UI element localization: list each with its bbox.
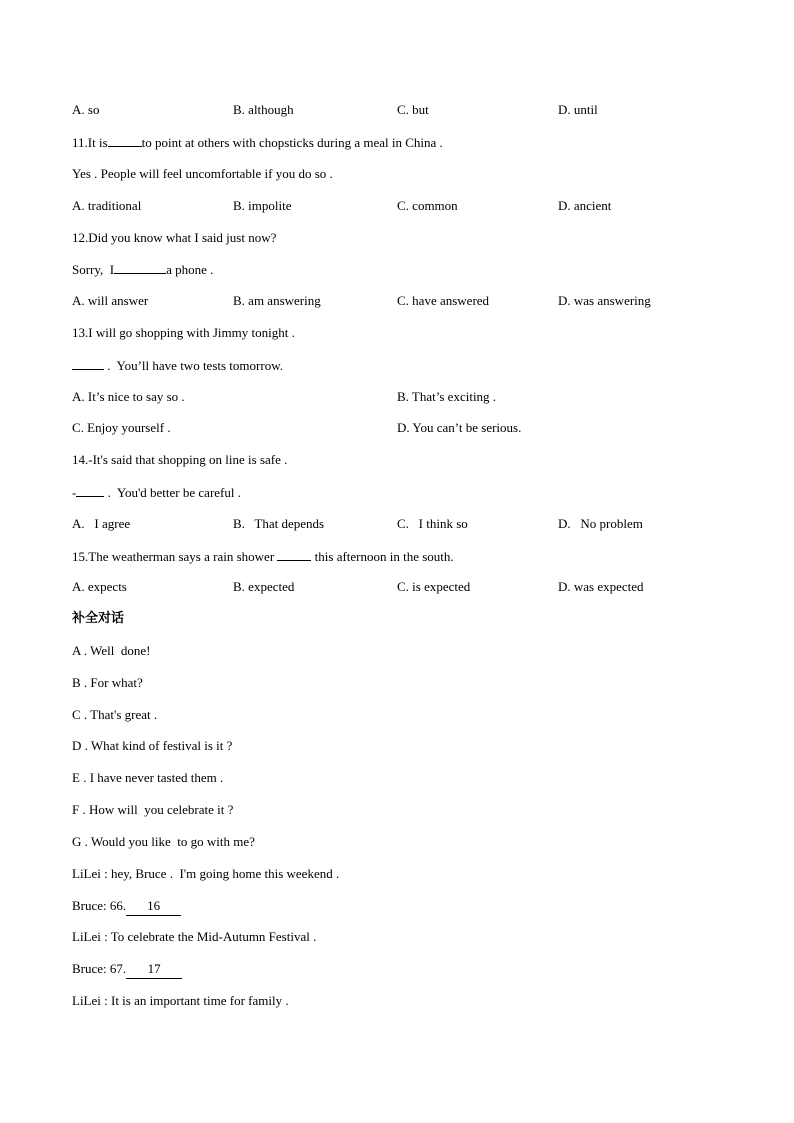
- q14-option-b[interactable]: B. That depends: [233, 516, 325, 531]
- q12-reply-post: a phone .: [166, 262, 214, 277]
- q14-option-a[interactable]: A. I agree: [72, 516, 131, 531]
- q13-reply: [72, 356, 283, 375]
- dialogue-choice-d: D . What kind of festival is it ?: [72, 738, 233, 753]
- answer-blank-16[interactable]: 16: [126, 897, 181, 916]
- q14-option-c[interactable]: C. I think so: [397, 516, 468, 531]
- dialogue-choice-c: C . That's great .: [72, 707, 158, 722]
- q10-option-c[interactable]: C. but: [397, 102, 429, 117]
- dialogue-choice-g: G . Would you like to go with me?: [72, 834, 255, 849]
- q15-stem-pre: 15.The weatherman says a rain shower: [72, 549, 275, 564]
- q13-option-b[interactable]: B. That’s exciting .: [397, 389, 497, 404]
- q13-stem: 13.I will go shopping with Jimmy tonight .: [72, 325, 295, 340]
- q11-blank: [108, 133, 142, 147]
- dialogue-line-2-prefix: Bruce: 66.: [72, 898, 127, 913]
- q15-option-b[interactable]: B. expected: [233, 579, 295, 594]
- q14-stem: 14.-It's said that shopping on line is safe .: [72, 452, 288, 467]
- q12-option-c[interactable]: C. have answered: [397, 293, 490, 308]
- q15-stem: [72, 547, 454, 566]
- q15-option-a[interactable]: A. expects: [72, 579, 127, 594]
- q13-reply-post: . You’ll have two tests tomorrow.: [104, 358, 283, 373]
- q12-option-b[interactable]: B. am answering: [233, 293, 321, 308]
- q13-option-a[interactable]: A. It’s nice to say so .: [72, 389, 185, 404]
- dialogue-line-5: LiLei : It is an important time for family .: [72, 993, 289, 1008]
- q11-option-b[interactable]: B. impolite: [233, 198, 292, 213]
- q11-reply: Yes . People will feel uncomfortable if you do so .: [72, 166, 333, 181]
- q12-blank: [114, 260, 166, 274]
- q12-stem: 12.Did you know what I said just now?: [72, 230, 277, 245]
- dialogue-heading: 补全对话: [72, 611, 125, 626]
- dialogue-line-1: LiLei : hey, Bruce . I'm going home this weekend .: [72, 866, 340, 881]
- dialogue-line-4-prefix: Bruce: 67.: [72, 961, 127, 976]
- q14-blank: [76, 483, 104, 497]
- dialogue-line-2: [72, 897, 181, 916]
- q14-reply-post: . You'd better be careful .: [104, 485, 241, 500]
- q12-reply: [72, 260, 213, 279]
- q12-reply-pre: Sorry, I: [72, 262, 115, 277]
- q12-option-d[interactable]: D. was answering: [558, 293, 651, 308]
- q14-reply: [72, 483, 241, 502]
- q15-option-c[interactable]: C. is expected: [397, 579, 471, 594]
- dialogue-line-3: LiLei : To celebrate the Mid-Autumn Festival .: [72, 929, 317, 944]
- dialogue-choice-b: B . For what?: [72, 675, 143, 690]
- q11-option-c[interactable]: C. common: [397, 198, 458, 213]
- q14-reply-pre: -: [72, 485, 77, 500]
- dialogue-choice-f: F . How will you celebrate it ?: [72, 802, 234, 817]
- q11-stem: [72, 133, 443, 152]
- dialogue-line-4: [72, 960, 182, 979]
- q14-option-d[interactable]: D. No problem: [558, 516, 643, 531]
- answer-blank-17[interactable]: 17: [126, 960, 182, 979]
- q15-blank: [277, 547, 311, 561]
- q13-option-c[interactable]: C. Enjoy yourself .: [72, 420, 171, 435]
- q11-option-d[interactable]: D. ancient: [558, 198, 612, 213]
- q11-stem-pre: 11.It is: [72, 135, 108, 150]
- q10-option-b[interactable]: B. although: [233, 102, 294, 117]
- q11-option-a[interactable]: A. traditional: [72, 198, 142, 213]
- q13-option-d[interactable]: D. You can’t be serious.: [397, 420, 522, 435]
- q10-option-d[interactable]: D. until: [558, 102, 598, 117]
- q15-stem-post: this afternoon in the south.: [314, 549, 454, 564]
- q13-blank: [72, 356, 104, 370]
- dialogue-choice-e: E . I have never tasted them .: [72, 770, 224, 785]
- q10-option-a[interactable]: A. so: [72, 102, 100, 117]
- q15-option-d[interactable]: D. was expected: [558, 579, 644, 594]
- q11-stem-post: to point at others with chopsticks during a meal in China .: [141, 135, 443, 150]
- dialogue-choice-a: A . Well done!: [72, 643, 151, 658]
- q12-option-a[interactable]: A. will answer: [72, 293, 149, 308]
